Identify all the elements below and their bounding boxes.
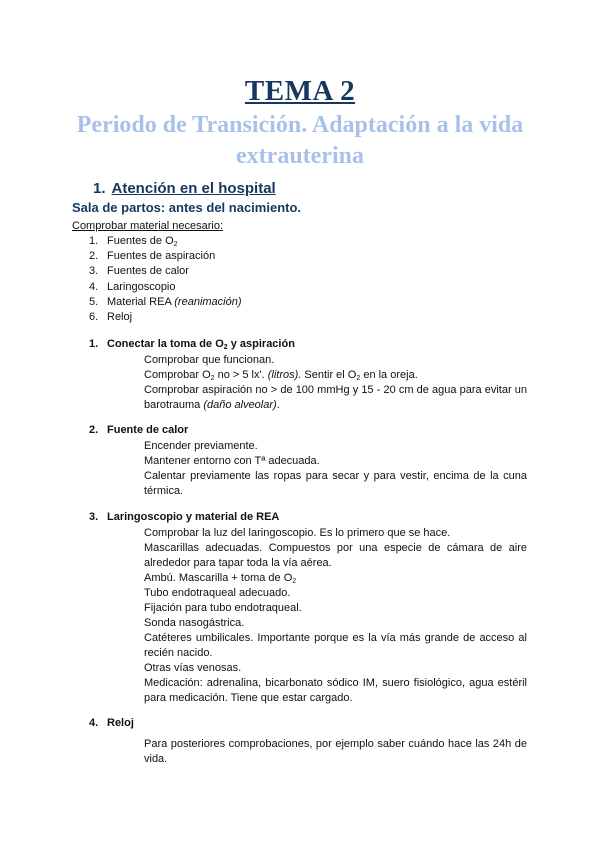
list-item: Tubo endotraqueal adecuado.	[144, 587, 291, 599]
subsection-heading: Sala de partos: antes del nacimiento.	[72, 200, 302, 215]
list-item: Para posteriores comprobaciones, por ejemplo saber cuándo hace las 24h de vida.	[144, 738, 527, 765]
list-item: Encender previamente.	[144, 440, 258, 452]
document-subtitle: Periodo de Transición. Adaptación a la vida extrauterina	[76, 112, 524, 169]
list-item: Medicación: adrenalina, bicarbonato sódico IM, suero fisiológico, agua estéril para medicación. Tiene que estar cargado.	[144, 677, 527, 704]
list-item: 3. Fuentes de calor	[89, 265, 189, 278]
list-item: Mascarillas adecuadas. Compuestos por una especie de cámara de aire alrededor para tapar toda la vía aérea.	[144, 542, 527, 569]
section-heading-hospital	[93, 180, 276, 197]
section-number: 1.	[93, 180, 106, 197]
list-item: 6. Reloj	[89, 310, 133, 323]
section-4-bullets	[127, 737, 527, 767]
list-item: Sonda nasogástrica.	[144, 617, 245, 629]
list-item: Fijación para tubo endotraqueal.	[144, 602, 302, 614]
list-item: 4. Laringoscopio	[89, 280, 176, 293]
section-3-heading: 3. Laringoscopio y material de REA	[89, 511, 280, 523]
list-item: Mantener entorno con Tª adecuada.	[144, 455, 320, 467]
section-3-bullets	[127, 526, 527, 706]
list-item: Calentar previamente las ropas para secar y para vestir, encima de la cuna térmica.	[144, 470, 527, 497]
document-title: TEMA 2	[244, 75, 356, 107]
list-item: Comprobar aspiración no > de 100 mmHg y 15 - 20 cm de agua para evitar un barotrauma (daño alveolar).	[144, 384, 527, 411]
list-item: 5. Material REA (reanimación)	[89, 295, 242, 308]
section-1-heading: 1. Conectar la toma de $O_2$ y aspiración	[89, 338, 295, 351]
list-item: Otras vías venosas.	[144, 662, 242, 674]
list-item: Comprobar que funcionan.	[144, 354, 275, 366]
list-item: 1. Fuentes de $O_2$	[89, 235, 178, 248]
section-2-bullets	[127, 439, 527, 499]
list-item: Comprobar la luz del laringoscopio. Es lo primero que se hace.	[144, 527, 451, 539]
list-item: Comprobar $O_2$ no > 5 lx'. (litros). Sentir el $O_2$ en la oreja.	[144, 369, 418, 382]
section-2-heading: 2. Fuente de calor	[89, 424, 189, 436]
material-heading: Comprobar material necesario:	[72, 220, 224, 232]
section-1-bullets	[127, 353, 527, 413]
list-item: Catéteres umbilicales. Importante porque es la vía más grande de acceso al recién nacido.	[144, 632, 527, 659]
section-4-heading: 4. Reloj	[89, 717, 134, 729]
section-label: Atención en el hospital	[111, 180, 276, 197]
list-item: 2. Fuentes de aspiración	[89, 250, 216, 263]
list-item: Ambú. Mascarilla + toma de $O_2$	[144, 572, 297, 585]
material-list	[89, 234, 242, 325]
